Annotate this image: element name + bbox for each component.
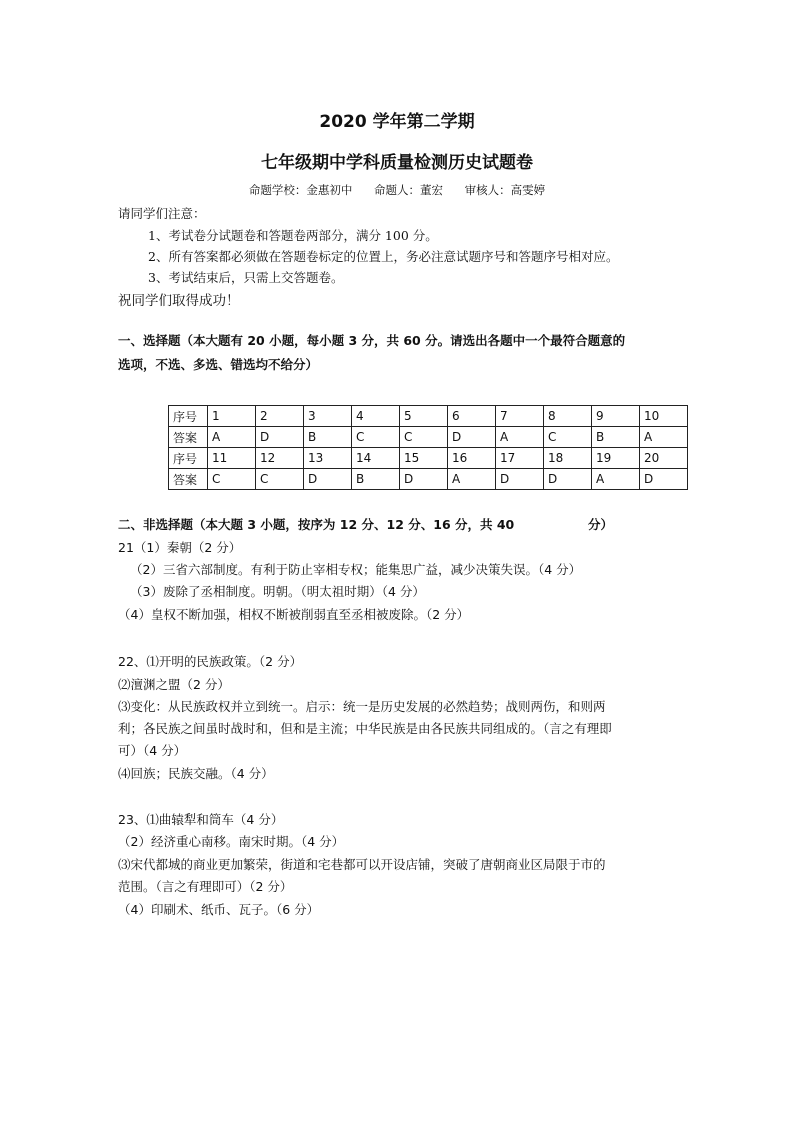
table-cell: D xyxy=(544,469,592,490)
notice-item-3: 3、考试结束后，只需上交答题卷。 xyxy=(148,270,344,285)
table-cell: 16 xyxy=(448,448,496,469)
table-cell: B xyxy=(352,469,400,490)
table-cell: A xyxy=(208,427,256,448)
table-row-answers-2 xyxy=(169,469,688,490)
table-cell: B xyxy=(592,427,640,448)
q23-line-4: 范围。（言之有理即可）（2 分） xyxy=(118,879,293,894)
q22-line-1: 22、⑴开明的民族政策。（2 分） xyxy=(118,654,303,669)
author-name: 命题人：董宏 xyxy=(374,183,443,197)
table-cell: 19 xyxy=(592,448,640,469)
table-cell: 10 xyxy=(640,406,688,427)
q22-line-2: ⑵澶渊之盟（2 分） xyxy=(118,677,230,692)
section1-heading-line2: 选项，不选、多选、错选均不给分） xyxy=(118,357,319,372)
notice-item-2: 2、所有答案都必须做在答题卷标定的位置上，务必注意试题序号和答题序号相对应。 xyxy=(148,249,619,264)
table-cell: C xyxy=(208,469,256,490)
table-cell: 11 xyxy=(208,448,256,469)
byline xyxy=(0,182,794,198)
table-cell: 18 xyxy=(544,448,592,469)
table-cell: 6 xyxy=(448,406,496,427)
q22-line-6: ⑷回族；民族交融。（4 分） xyxy=(118,766,274,781)
q21-line-2: （2）三省六部制度。有利于防止宰相专权；能集思广益，减少决策失误。（4 分） xyxy=(130,562,582,577)
q22-line-5: 可）（4 分） xyxy=(118,743,187,758)
notice-heading: 请同学们注意： xyxy=(118,206,206,221)
table-cell: D xyxy=(496,469,544,490)
section1-heading-line1: 一、选择题（本大题有 20 小题，每小题 3 分，共 60 分。请选出各题中一个最符合题意的 xyxy=(118,333,626,348)
table-cell: 5 xyxy=(400,406,448,427)
table-cell: 12 xyxy=(256,448,304,469)
q23-line-1: 23、⑴曲辕犁和筒车（4 分） xyxy=(118,812,284,827)
answer-table xyxy=(168,405,688,490)
q23-line-3: ⑶宋代都城的商业更加繁荣，街道和宅巷都可以开设店铺，突破了唐朝商业区局限于市的 xyxy=(118,857,606,872)
q22-line-4: 利；各民族之间虽时战时和，但和是主流；中华民族是由各民族共同组成的。（言之有理即 xyxy=(118,721,612,736)
reviewer-name: 审核人：高雯婷 xyxy=(464,183,546,197)
table-cell: 2 xyxy=(256,406,304,427)
table-cell: 14 xyxy=(352,448,400,469)
table-cell: A xyxy=(640,427,688,448)
table-cell: 8 xyxy=(544,406,592,427)
q21-line-4: （4）皇权不断加强，相权不断被削弱直至丞相被废除。（2 分） xyxy=(118,607,470,622)
table-cell: 4 xyxy=(352,406,400,427)
table-cell: 13 xyxy=(304,448,352,469)
row-label: 答案 xyxy=(169,427,208,448)
row-label: 序号 xyxy=(169,448,208,469)
table-cell: C xyxy=(400,427,448,448)
exam-term-title: 2020 学年第二学期 xyxy=(319,112,475,132)
school-name: 命题学校：金惠初中 xyxy=(248,183,353,197)
table-row-answers-1 xyxy=(169,427,688,448)
table-cell: 20 xyxy=(640,448,688,469)
table-cell: C xyxy=(256,469,304,490)
q23-line-5: （4）印刷术、纸币、瓦子。（6 分） xyxy=(118,902,320,917)
notice-item-1: 1、考试卷分试题卷和答题卷两部分，满分 100 分。 xyxy=(148,228,438,243)
row-label: 序号 xyxy=(169,406,208,427)
section2-heading: 二、非选择题（本大题 3 小题，按序为 12 分、12 分、16 分，共 40 xyxy=(118,517,515,532)
exam-title: 七年级期中学科质量检测历史试题卷 xyxy=(261,153,533,173)
table-cell: 15 xyxy=(400,448,448,469)
table-cell: D xyxy=(304,469,352,490)
table-cell: 17 xyxy=(496,448,544,469)
table-cell: C xyxy=(544,427,592,448)
row-label: 答案 xyxy=(169,469,208,490)
table-cell: D xyxy=(400,469,448,490)
table-cell: 7 xyxy=(496,406,544,427)
q21-line-3: （3）废除了丞相制度。明朝。（明太祖时期）（4 分） xyxy=(130,584,425,599)
section2-heading-tail: 分） xyxy=(588,517,614,532)
table-cell: C xyxy=(352,427,400,448)
table-cell: A xyxy=(448,469,496,490)
table-cell: 9 xyxy=(592,406,640,427)
table-row-numbers-1 xyxy=(169,406,688,427)
table-cell: B xyxy=(304,427,352,448)
table-cell: 3 xyxy=(304,406,352,427)
table-cell: D xyxy=(448,427,496,448)
table-row-numbers-2 xyxy=(169,448,688,469)
table-cell: 1 xyxy=(208,406,256,427)
table-cell: D xyxy=(640,469,688,490)
table-cell: A xyxy=(496,427,544,448)
table-cell: A xyxy=(592,469,640,490)
q23-line-2: （2）经济重心南移。南宋时期。（4 分） xyxy=(118,834,345,849)
q22-line-3: ⑶变化：从民族政权并立到统一。启示：统一是历史发展的必然趋势；战则两伤，和则两 xyxy=(118,699,606,714)
table-cell: D xyxy=(256,427,304,448)
good-luck-wish: 祝同学们取得成功！ xyxy=(118,293,240,309)
q21-line-1: 21（1）秦朝（2 分） xyxy=(118,540,242,555)
